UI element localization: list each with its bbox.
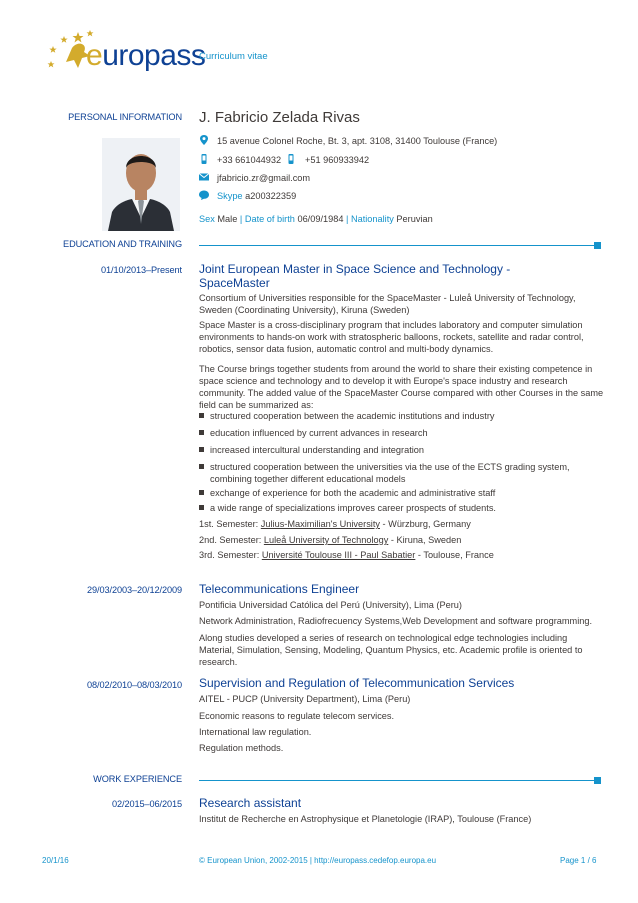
person-name: J. Fabricio Zelada Rivas <box>199 109 360 126</box>
nationality-value: Peruvian <box>396 214 433 224</box>
semester-line: 2nd. Semester: Luleå University of Technology - Kiruna, Sweden <box>199 535 462 545</box>
entry-title: Research assistant <box>199 796 302 810</box>
section-rule-marker <box>594 242 601 249</box>
list-item: structured cooperation between the universities via the use of the ECTS grading system, combining together different educational models <box>199 461 604 485</box>
nationality-label: Nationality <box>350 214 394 224</box>
entry-description: Along studies developed a series of research on technological edge technologies including Material, Simulation, Sensing, Modeling, Quantum Physics, etc. Academic profile is oriented to research. <box>199 633 583 668</box>
entry-organisation: Pontificia Universidad Católica del Perú (University), Lima (Peru) <box>199 600 462 610</box>
phone-number-2[interactable]: +51 960933942 <box>305 155 370 165</box>
university-link[interactable]: Université Toulouse III - Paul Sabatier <box>261 550 416 560</box>
section-rule-marker <box>594 777 601 784</box>
email-icon <box>199 172 209 182</box>
list-item: exchange of experience for both the academic and administrative staff <box>199 487 604 499</box>
entry-organisation: Consortium of Universities responsible for the SpaceMaster - Luleå University of Technology, Sweden (Coordinating University), Kiruna (Sweden) <box>199 293 576 316</box>
entry-organisation: AITEL - PUCP (University Department), Lima (Peru) <box>199 694 411 704</box>
entry-date: 29/03/2003–20/12/2009 <box>87 585 182 595</box>
section-rule <box>199 780 595 781</box>
location-icon <box>199 135 209 145</box>
section-label-education: EDUCATION AND TRAINING <box>63 239 182 249</box>
entry-description: The Course brings together students from around the world to share their existing competence in space science and technology and to develop it with Europe's space industry and research community. The added value of the SpaceMaster Course compared with other Courses in the same field can be summarized as: <box>199 364 604 411</box>
sex-value: Male <box>217 214 238 224</box>
semester-line: 1st. Semester: Julius-Maximilian's University - Würzburg, Germany <box>199 519 471 529</box>
logo-wordmark: europass <box>86 39 206 72</box>
separator: | <box>346 214 349 224</box>
semester-line: 3rd. Semester: Université Toulouse III - Paul Sabatier - Toulouse, France <box>199 550 494 560</box>
skype-label: Skype <box>217 191 243 201</box>
entry-title: Joint European Master in Space Science and Technology - SpaceMaster <box>199 262 511 291</box>
list-item: a wide range of specializations improves career prospects of students. <box>199 502 604 514</box>
footer-page-number: Page 1 / 6 <box>560 856 597 865</box>
list-item: structured cooperation between the academic institutions and industry <box>199 410 604 422</box>
entry-organisation: Institut de Recherche en Astrophysique et Planetologie (IRAP), Toulouse (France) <box>199 814 532 824</box>
dob-label: Date of birth <box>244 214 295 224</box>
entry-description: International law regulation. <box>199 727 312 737</box>
list-item: education influenced by current advances in research <box>199 427 604 439</box>
sex-label: Sex <box>199 214 215 224</box>
email-link[interactable]: jfabricio.zr@gmail.com <box>217 173 311 183</box>
document-title: Curriculum vitae <box>199 51 268 62</box>
entry-date: 01/10/2013–Present <box>101 265 182 275</box>
entry-description: Economic reasons to regulate telecom services. <box>199 711 395 721</box>
footer-copyright[interactable]: © European Union, 2002-2015 | http://europass.cedefop.europa.eu <box>199 856 437 865</box>
entry-description: Network Administration, Radiofrecuency Systems,Web Development and software programming. <box>199 616 593 626</box>
phone-icon <box>199 154 209 164</box>
section-rule <box>199 245 595 246</box>
profile-photo <box>102 138 180 231</box>
entry-date: 08/02/2010–08/03/2010 <box>87 680 182 690</box>
entry-title: Supervision and Regulation of Telecommunication Services <box>199 676 515 690</box>
footer-date: 20/1/16 <box>42 856 69 865</box>
entry-title: Telecommunications Engineer <box>199 582 360 596</box>
chat-bubble-icon <box>199 190 209 200</box>
skype-line <box>217 190 296 202</box>
university-link[interactable]: Julius-Maximilian's University <box>260 519 380 529</box>
entry-description: Regulation methods. <box>199 743 284 753</box>
personal-details-line <box>199 213 433 225</box>
mobile-icon <box>286 154 296 164</box>
entry-description: Space Master is a cross-disciplinary program that includes laboratory and computer simulation environments to hands-on work with stratospheric balloons, rockets, satellite and radar control, robotics, sensor data fusion, automatic control and multi-body dynamics. <box>199 320 584 355</box>
list-item: increased intercultural understanding and integration <box>199 444 604 456</box>
address-text: 15 avenue Colonel Roche, Bt. 3, apt. 3108, 31400 Toulouse (France) <box>217 136 498 146</box>
phone-number-1[interactable]: +33 661044932 <box>217 155 282 165</box>
university-link[interactable]: Luleå University of Technology <box>263 535 389 545</box>
separator: | <box>239 214 243 224</box>
section-label-personal: PERSONAL INFORMATION <box>68 112 182 122</box>
entry-date: 02/2015–06/2015 <box>111 799 182 809</box>
skype-id: a200322359 <box>245 191 297 201</box>
section-label-work: WORK EXPERIENCE <box>93 774 182 784</box>
dob-value: 06/09/1984 <box>297 214 344 224</box>
